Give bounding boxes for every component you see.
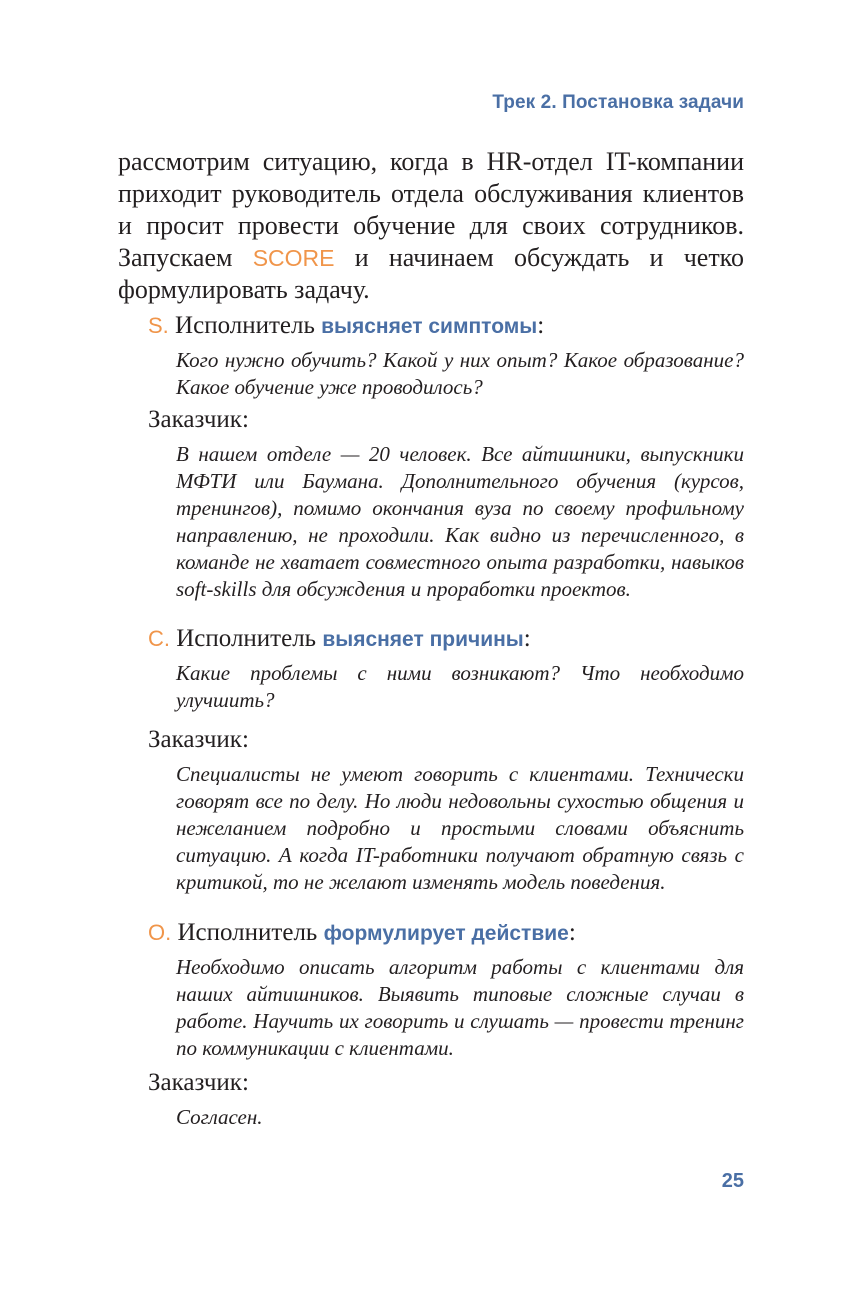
- step-o-answer-block: [148, 1068, 744, 1131]
- intro-paragraph: [118, 146, 744, 306]
- client-label: Заказчик:: [148, 726, 249, 753]
- step-action: выясняет причины: [322, 628, 524, 651]
- step-heading: [148, 918, 744, 949]
- step-prefix: Исполнитель: [170, 625, 323, 652]
- step-question: Кого нужно обучить? Какой у них опыт? Какое образование? Какое обучение уже проводилось?: [176, 348, 744, 399]
- intro-text-after: и начинаем обсуждать и четко формулировать задачу.: [118, 243, 744, 304]
- step-c-answer-block: [148, 725, 744, 896]
- step-action: формулирует действие: [323, 922, 569, 945]
- step-prefix: Исполнитель: [171, 919, 324, 946]
- step-action: выясняет симптомы: [321, 315, 538, 338]
- step-suffix: :: [568, 919, 576, 946]
- step-suffix: :: [537, 312, 545, 339]
- client-answer: В нашем отделе — 20 человек. Все айтишники, выпускники МФТИ или Баумана. Дополнительного обучения (курсов, тренингов), помимо окончания вуза по своему профильному направлению, не проходили. Как видно из перечисленного, в команде не хватает совместного опыта разработки, навыков soft-skills для обсуждения и проработки проектов.: [176, 442, 744, 601]
- step-o-question-block: [148, 918, 744, 1062]
- step-question: Необходимо описать алгоритм работы с клиентами для наших айтишников. Выявить типовые сложные случаи в работе. Научить их говорить и слушать — провести тренинг по коммуникации с клиентами.: [176, 955, 744, 1060]
- step-c-question-block: [148, 624, 744, 714]
- step-heading: [148, 311, 744, 342]
- step-letter: S.: [148, 313, 169, 338]
- step-letter: O.: [148, 920, 172, 945]
- step-question: Какие проблемы с ними возникают? Что необходимо улучшить?: [176, 661, 744, 712]
- step-prefix: Исполнитель: [168, 312, 322, 339]
- step-suffix: :: [523, 625, 531, 652]
- client-label: Заказчик:: [148, 406, 249, 433]
- step-heading: [148, 624, 744, 655]
- running-head: Трек 2. Постановка задачи: [492, 92, 744, 113]
- intro-text-before: рассмотрим ситуацию, когда в HR-отдел IT-компании приходит руководитель отдела обслуживания клиентов и просит провести обучение для своих сотрудников. Запускаем: [118, 147, 744, 272]
- client-answer: Специалисты не умеют говорить с клиентами. Технически говорят все по делу. Но люди недовольны сухостью общения и нежеланием подробно и простыми словами объяснить ситуацию. А когда IT-работники получают обратную связь с критикой, то не желают изменять модель поведения.: [176, 762, 744, 894]
- step-s-question-block: [148, 311, 744, 401]
- score-term: SCORE: [252, 245, 335, 271]
- client-answer: Согласен.: [176, 1105, 263, 1129]
- client-label: Заказчик:: [148, 1069, 249, 1096]
- step-s-answer-block: [148, 405, 744, 603]
- page-number: 25: [721, 1170, 744, 1192]
- step-letter: C.: [148, 626, 170, 651]
